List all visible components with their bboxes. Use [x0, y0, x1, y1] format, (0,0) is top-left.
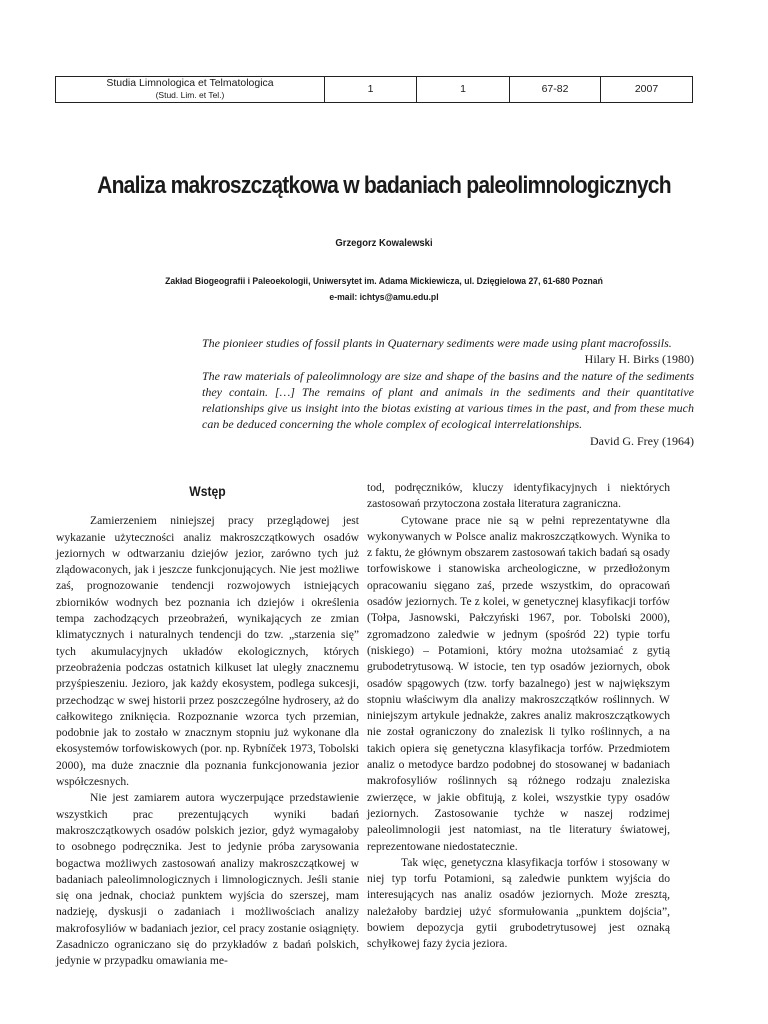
body-paragraph: Cytowane prace nie są w pełni reprezentatywne dla wykonywanych w Polsce analiz makroszczątkowych. Wynika to z faktu, że głównym obszarem zastosowań takich badań są osady torfowiskowe i stanowiska archeologiczne, w przedłożonym opracowaniu sięgano zaś, przede wszystkim, do opracowań osadów jeziornych. Te z kolei, w genetycznej klasyfikacji torfów (Tołpa, Jasnowski, Pałczyński 1967, por. Tobolski 2000), zgromadzono zaledwie w jednym (spośród 22) typie torfu (niskiego) – Potamioni, który można utożsamiać z gytią grubodetrytusową. W istocie, ten typ osadów jeziornych, obok osadów spągowych (tzw. torfy bazalnego) jest w największym stopniu właściwym dla analizy makroszczątków roślinnych. W niniejszym artykule jednakże, zakres analiz makroszczątkowych nie został ograniczony do znalezisk li tylko roślinnych, a na takich opiera się genetyczna klasyfikacja torfów. Przedmiotem analiz o metodyce bardzo podobnej do stosowanej w badaniach makrofosyliów roślinnych są różnego rodzaju znaleziska zwierzęce, w jakie obfitują, z kolei, wszystkie typy osadów jeziornych. Zastosowanie tychże w naszej rodzimej paleolimnologii jest natomiast, na tle literatury światowej, reprezentowane niedostatecznie.: [367, 513, 670, 853]
body-paragraph: Nie jest zamiarem autora wyczerpujące przedstawienie wszystkich prac prezentujących wyniki badań makroszczątkowych osadów polskich jezior, gdyż wymagałoby to osobnego podręcznika. Jest to jedynie próba zarysowania bogactwa możliwych zastosowań analizy makroszczątkowej w badaniach paleolimnologicznych i limnologicznych. Jeśli stanie się ona jednak, chociaż punktem wyjścia do szerszej, mam nadzieję, dyskusji o zadaniach i możliwościach analizy makrofosyliów w badaniach jezior, cel pracy zostanie osiągnięty. Zasadniczo ograniczano się do przykładów z badań polskich, jedynie w przypadku omawiania me-: [56, 791, 359, 968]
volume-cell: 1: [325, 77, 417, 103]
epigraph-quote: The pionieer studies of fossil plants in Quaternary sediments were made using plant macrofossils.: [202, 336, 672, 350]
issue-cell: 1: [417, 77, 510, 103]
epigraph-author: Hilary H. Birks (1980): [584, 352, 694, 367]
epigraphs: [202, 335, 694, 449]
section-heading: Wstęp: [189, 484, 226, 499]
epigraph-quote: The raw materials of paleolimnology are size and shape of the basins and the nature of the sediments they contain. […] The remains of plant and animals in the sediments and their quantitative relationships give us insight into the biotas existing at various times in the past, and from these much can be deduced concerning the whole complex of ecological interrelationships.: [202, 368, 694, 432]
article-title: Analiza makroszczątkowa w badaniach paleolimnologicznych: [97, 172, 671, 199]
affiliation: Zakład Biogeografii i Paleoekologii, Uniwersytet im. Adama Mickiewicza, ul. Dzięgielowa 27, 61-680 Poznań: [165, 276, 603, 287]
affiliation-block: [38, 274, 729, 306]
body-paragraph: Tak więc, genetyczna klasyfikacja torfów i stosowany w niej typ torfu Potamioni, są zaledwie punktem wyjścia do interesujących nas analiz osadów jeziornych. Może zresztą, należałoby bardziej użyć sformułowania „punktem dojścia”, bowiem depozycja gytii grubodetrytusowej jest oznaką schyłkowej fazy życia jeziora.: [367, 855, 670, 951]
journal-abbreviation: (Stud. Lim. et Tel.): [155, 90, 225, 100]
body-column-left: [56, 480, 359, 970]
journal-name: Studia Limnologica et Telmatologica: [106, 77, 274, 89]
journal-cell: [56, 77, 325, 103]
author-name: Grzegorz Kowalewski: [335, 237, 433, 249]
year-cell: 2007: [601, 77, 693, 103]
body-paragraph-continuation: tod, podręczników, kluczy identyfikacyjnych i niektórych zastosowań przytoczona została literatura zagraniczna.: [367, 481, 670, 511]
author-email[interactable]: e-mail: ichtys@amu.edu.pl: [329, 292, 439, 303]
body-column-right: [367, 480, 670, 953]
journal-header-table: [55, 76, 693, 103]
epigraph-author: David G. Frey (1964): [590, 433, 694, 448]
body-paragraph: Zamierzeniem niniejszej pracy przeglądowej jest wykazanie użyteczności analiz makroszczątkowych osadów jeziornych w odtwarzaniu dziejów jezior, zarówno tych już zlądowaconych, jak i jeszcze funkcjonujących. Nie jest możliwe zaś, prognozowanie tendencji rozwojowych istniejących zbiorników wodnych bez poznania ich dziejów i określenia tempa zachodzących przeobrażeń, wynikających ze zmian klimatycznych i naturalnych tendencji do tzw. „starzenia się” tych akumulacyjnych układów ekologicznych, których przeobrażenia podczas ostatnich kilkuset lat uległy znacznemu przyśpieszeniu. Jezioro, jak każdy ekosystem, podlega sukcesji, przechodząc w swej historii przez poszczególne hydroserу, aż do całkowitego zniknięcia. Rozpoznanie wzorca tych przemian, podobnie jak to zostało w znacznym stopniu już wykonane dla ekosystemów torfowiskowych (por. np. Rybníček 1973, Tobolski 2000), ma duże znacznie dla poznania funkcjonowania jezior współczesnych.: [56, 514, 359, 789]
pages-cell: 67-82: [510, 77, 601, 103]
